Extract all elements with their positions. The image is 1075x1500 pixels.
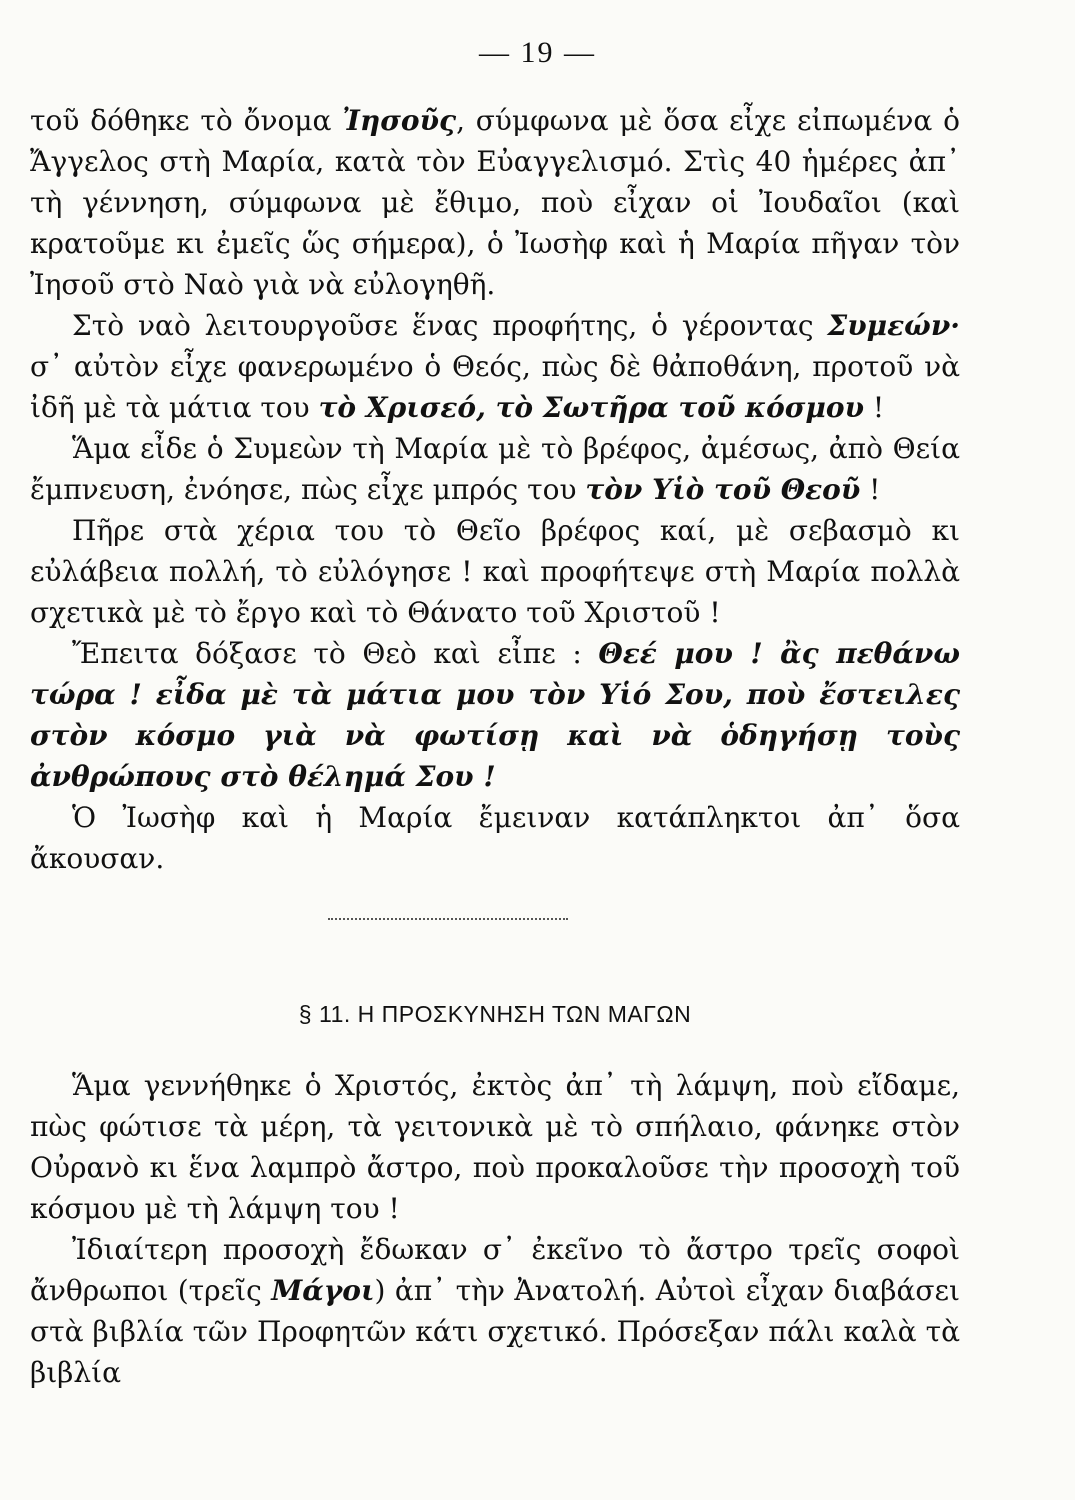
text-run: ! [860,473,881,506]
paragraph [30,428,960,510]
section-divider [328,918,568,920]
text-run: τοῦ δόθηκε τὸ ὄνομα [30,104,343,137]
paragraph [30,1065,960,1229]
text-run: , σύμφωνα μὲ ὅσα εἶχε εἰπωμένα ὁ Ἄγγελος στὴ Μαρία, κατὰ τὸν Εὐαγγελισμό. Στὶς 40 ἡμέρες ἀπ᾽ τὴ γέννηση, σύμφωνα μὲ ἔθιμο, ποὺ εἶχαν οἱ Ἰουδαῖοι (καὶ κρατοῦμε κι ἐμεῖς ὥς σήμερα), ὁ Ἰωσὴφ καὶ ἡ Μαρία πῆγαν τὸν Ἰησοῦ στὸ Ναὸ γιὰ νὰ εὐλογηθῆ. [30,104,960,301]
body-text-bottom [30,1065,960,1393]
paragraph [30,305,960,428]
paragraph [30,100,960,305]
body-text-top [30,100,960,879]
text-run: Πῆρε στὰ χέρια του τὸ Θεῖο βρέφος καί, μὲ σεβασμὸ κι εὐλάβεια πολλή, τὸ εὐλόγησε ! καὶ προφήτεψε στὴ Μαρία πολλὰ σχετικὰ μὲ τὸ ἔργο καὶ τὸ Θάνατο τοῦ Χριστοῦ ! [30,514,960,629]
text-run: Ἅμα εἶδε ὁ Συμεὼν τὴ Μαρία μὲ τὸ βρέφος, ἀμέσως, ἀπὸ Θεία ἔμπνευση, ἐνόησε, πὼς εἶχε μπρός του [30,432,960,506]
text-run: σ᾽ αὐτὸν εἶχε φανερωμένο ὁ Θεός, πὼς δὲ θἀποθάνη, προτοῦ νὰ ἰδῆ μὲ τὰ μάτια του [30,350,960,424]
emphasized-text: Μάγοι [271,1274,375,1307]
emphasized-text: Ἰησοῦς [342,104,457,137]
paragraph [30,797,960,879]
emphasized-text: τὸ Χρισεό, τὸ Σωτῆρα τοῦ κόσμου [318,391,865,424]
text-run: Στὸ ναὸ λειτουργοῦσε ἕνας προφήτης, ὁ γέροντας [72,309,828,342]
emphasized-text: Συμεών· [827,309,960,342]
emphasized-text: τὸν Υἱὸ τοῦ Θεοῦ [585,473,861,506]
text-run: Ὁ Ἰωσὴφ καὶ ἡ Μαρία ἔμειναν κατάπληκτοι ἀπ᾽ ὅσα ἄκουσαν. [30,801,960,875]
text-run: Ἔπειτα δόξασε τὸ Θεὸ καὶ εἶπε : [72,637,599,670]
text-run: ) ἀπ᾽ τὴν Ἀνατολή. Αὐτοὶ εἶχαν διαβάσει στὰ βιβλία τῶν Προφητῶν κάτι σχετικό. Πρόσεξαν πάλι καλὰ τὰ βιβλία [30,1274,960,1389]
section-heading: § 11. Η ΠΡΟΣΚΥΝΗΣΗ ΤΩΝ ΜΑΓΩΝ [298,1001,692,1027]
text-run: Ἰδιαίτερη προσοχὴ ἔδωκαν σ᾽ ἐκεῖνο τὸ ἄστρο τρεῖς σοφοὶ ἄνθρωποι (τρεῖς [30,1233,960,1307]
emphasized-text: Θεέ μου ! ἂς πεθάνω τώρα ! εἶδα μὲ τὰ μάτια μου τὸν Υἱό Σου, ποὺ ἔστειλες στὸν κόσμο γιὰ νὰ φωτίσῃ καὶ νὰ ὁδηγήσῃ τοὺς ἀνθρώπους στὸ θέλημά Σου ! [30,637,960,793]
page-number: — 19 — [479,36,596,69]
text-run: Ἅμα γεννήθηκε ὁ Χριστός, ἐκτὸς ἀπ᾽ τὴ λάμψη, ποὺ εἴδαμε, πὼς φώτισε τὰ μέρη, τὰ γειτονικὰ μὲ τὸ σπήλαιο, φάνηκε στὸν Οὐρανὸ κι ἕνα λαμπρὸ ἄστρο, ποὺ προκαλοῦσε τὴν προσοχὴ τοῦ κόσμου μὲ τὴ λάμψη του ! [30,1069,960,1225]
text-run: ! [864,391,885,424]
paragraph [30,510,960,633]
paragraph [30,1229,960,1393]
paragraph [30,633,960,797]
